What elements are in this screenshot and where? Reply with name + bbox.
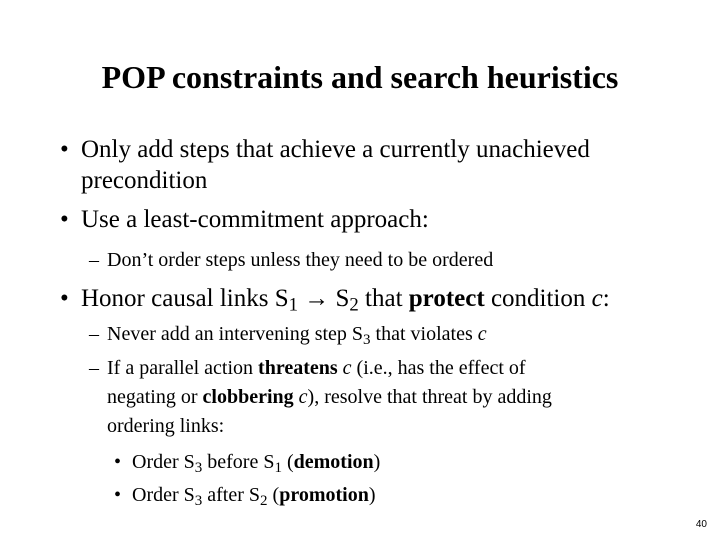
bullet-3-sub-2-line-2: negating or clobbering c), resolve that threat by adding bbox=[107, 386, 552, 408]
bullet-3-sub-2-line-1: If a parallel action threatens c (i.e., has the effect of bbox=[107, 357, 526, 379]
sub-dash: – bbox=[89, 249, 99, 271]
page-number: 40 bbox=[695, 519, 707, 530]
sub-dash: – bbox=[89, 357, 99, 379]
bullet-3: Honor causal links $S_1 \to S_2$ that protect condition c: bbox=[81, 285, 610, 316]
sub-dash: – bbox=[89, 323, 99, 345]
bullet-3-sub-2-line-3: ordering links: bbox=[107, 415, 225, 437]
arrow-icon: → bbox=[304, 285, 330, 312]
slide-title: POP constraints and search heuristics bbox=[101, 59, 619, 95]
ordering-promotion: Order $S_3$ after $S_2$ (promotion) bbox=[132, 484, 376, 509]
bullet-2-sub-1: Don’t order steps unless they need to be ordered bbox=[107, 249, 494, 271]
bullet-dot: • bbox=[60, 206, 69, 233]
bullet-1-line-1: Only add steps that achieve a currently unachieved bbox=[81, 136, 590, 163]
bullet-dot: • bbox=[60, 285, 69, 312]
bullet-1-line-2: precondition bbox=[81, 167, 208, 194]
bullet-dot: • bbox=[60, 136, 69, 163]
bullet-2: Use a least-commitment approach: bbox=[81, 206, 429, 233]
bullet-dot: • bbox=[114, 484, 122, 506]
bullet-3-sub-1: Never add an intervening step $S_3$ that violates c bbox=[107, 323, 487, 348]
ordering-demotion: Order $S_3$ before $S_1$ (demotion) bbox=[132, 451, 381, 476]
bullet-dot: • bbox=[114, 451, 122, 473]
